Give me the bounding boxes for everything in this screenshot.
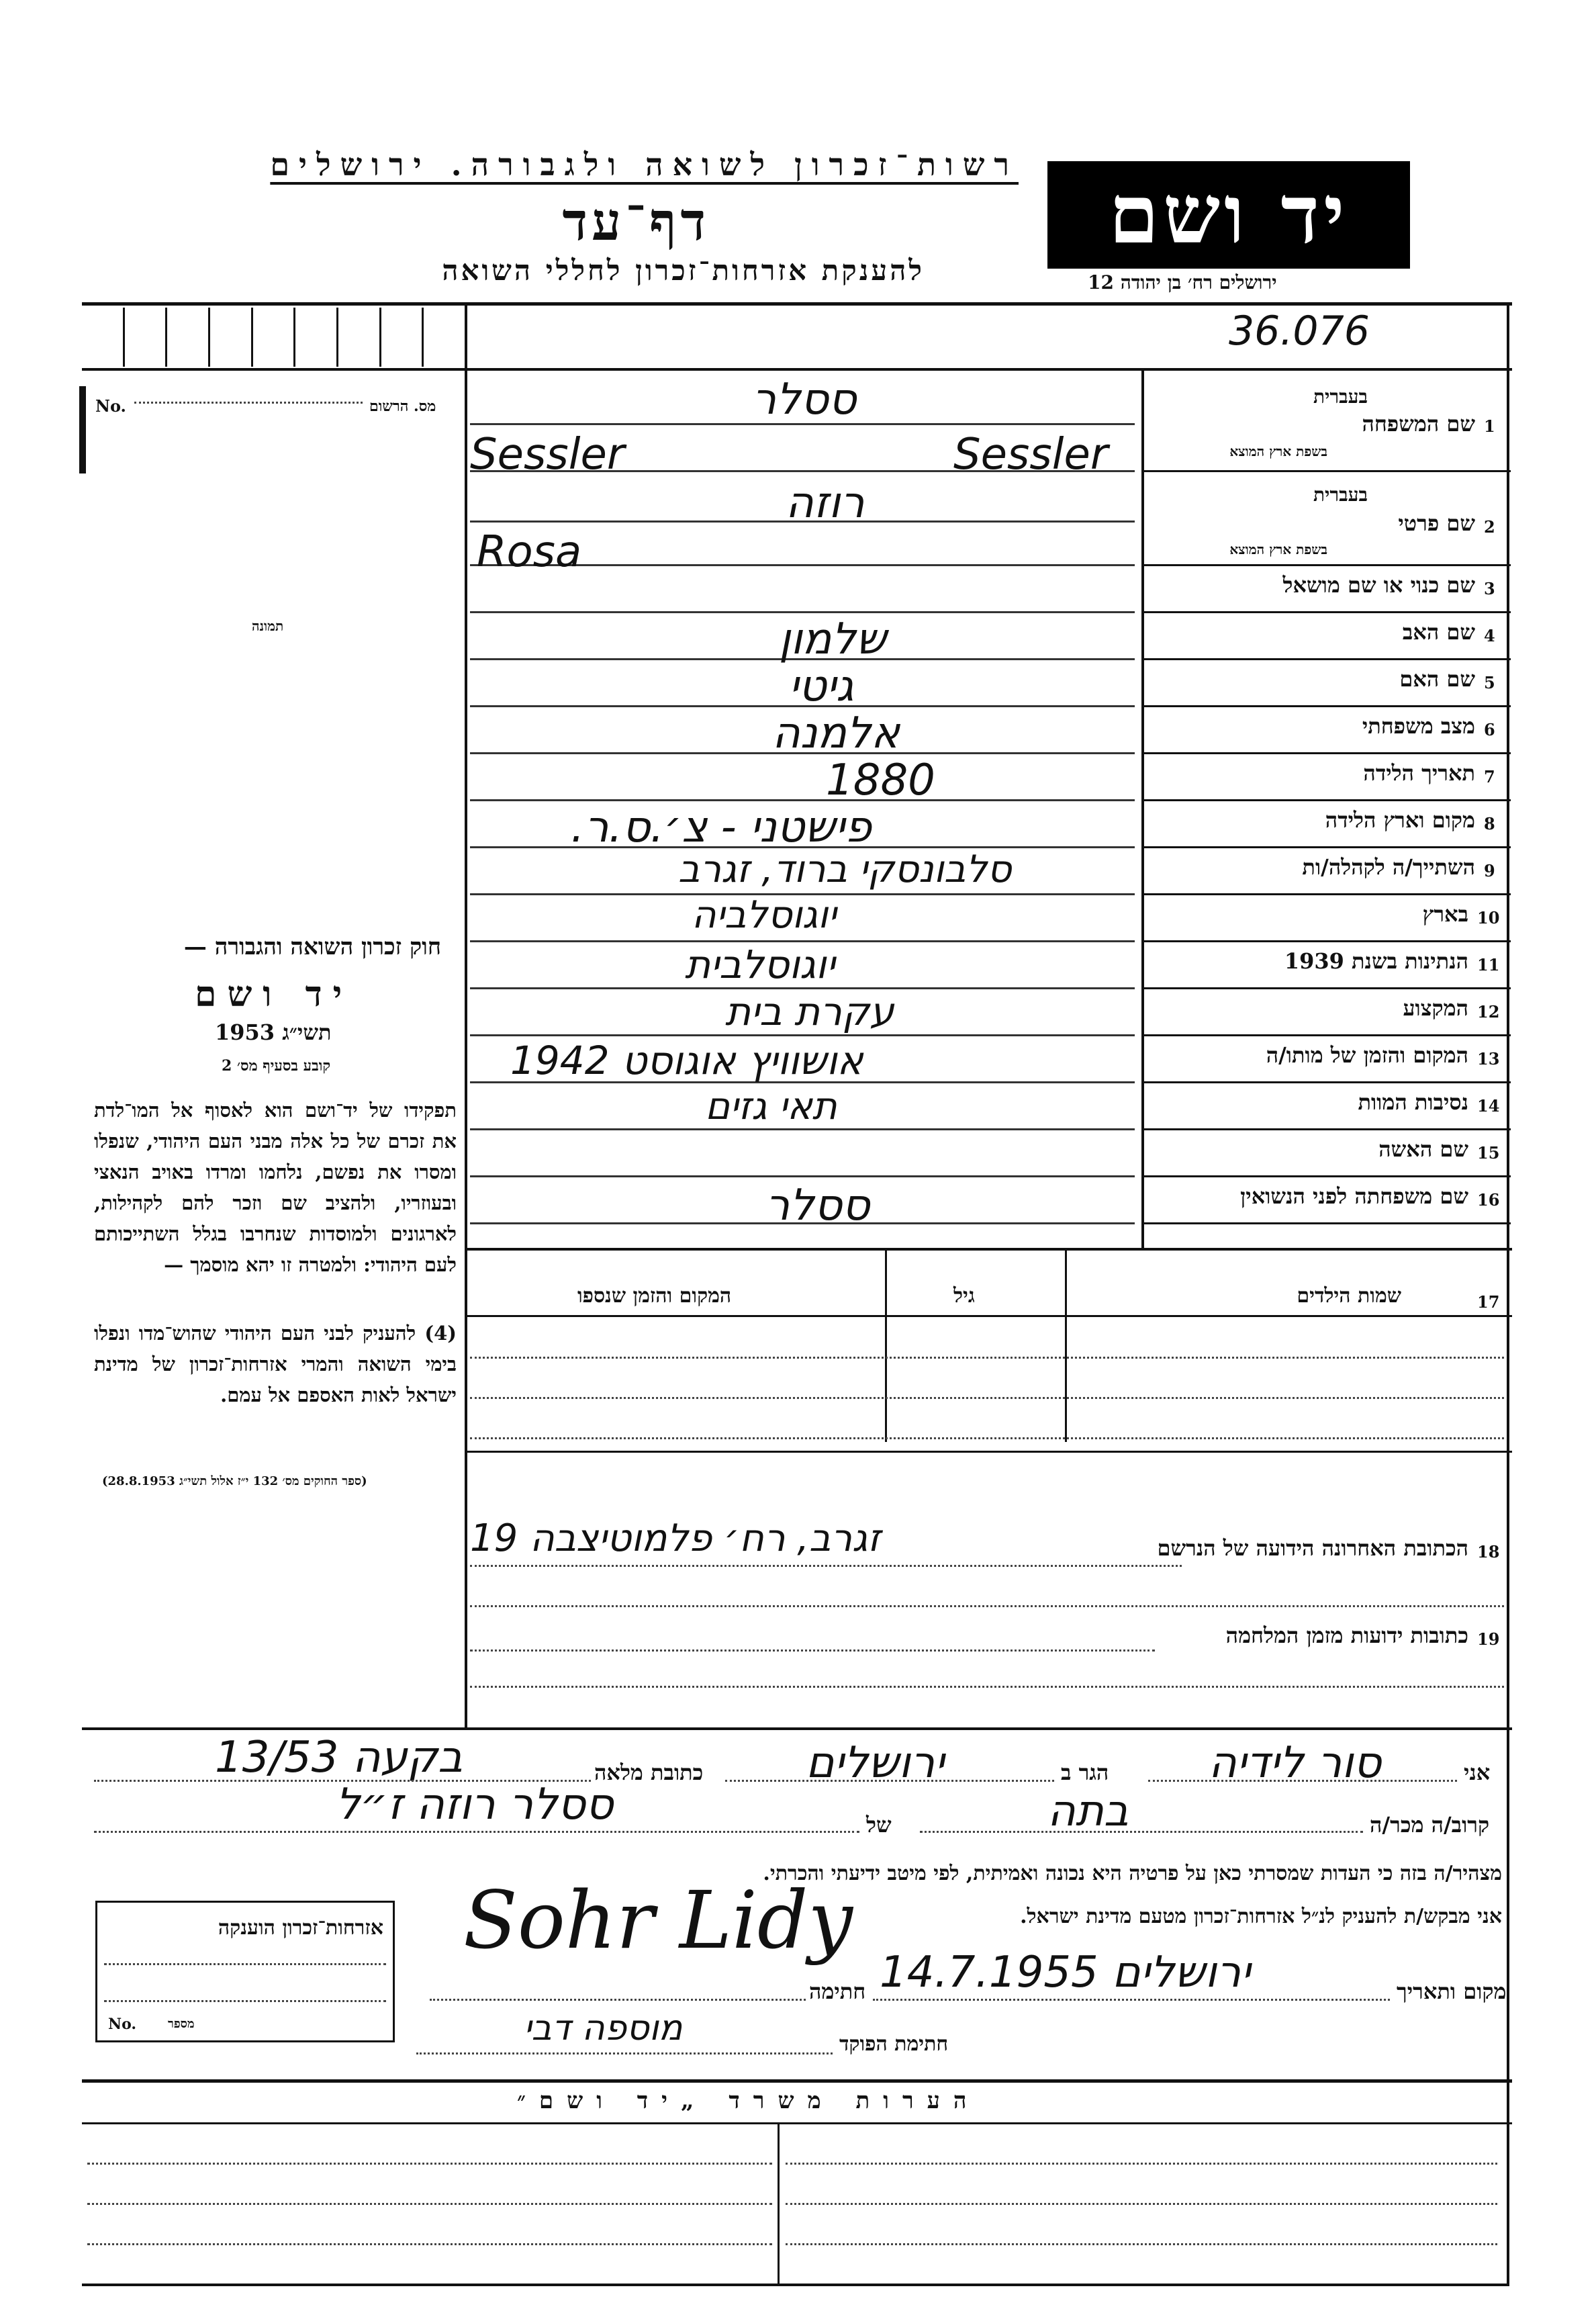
field-1-sub-he: בעברית [1313, 386, 1368, 408]
field-7-label: תאריך הלידה [1363, 760, 1475, 786]
field-13-label: המקום והזמן של מותו/ה [1266, 1042, 1468, 1068]
field-9-label: השתייך/ה לקהלה/ות [1302, 854, 1475, 880]
declarant-lives-label: הגר ב [1061, 1760, 1109, 1785]
field-2-value-he: רוזה [786, 478, 865, 528]
grant-box-no-label: No. [108, 2016, 137, 2033]
declarant-city: ירושלים [806, 1738, 945, 1788]
office-notes-title: הערות משרד „יד ושם״ [517, 2087, 980, 2114]
field-5-value: גיטי [789, 662, 854, 711]
declarant-of-label: של [866, 1812, 892, 1838]
signature: Sohr Lidy [463, 1874, 853, 1967]
field-2-sub-local: בשפת ארץ המוצא [1229, 541, 1327, 557]
field-13-value: אושוויץ אוגוסט 1942 [510, 1038, 863, 1083]
field-15-num: 15 [1477, 1143, 1500, 1163]
field-16-num: 16 [1477, 1190, 1500, 1210]
field-1-value-he: ססלר [752, 375, 857, 424]
registration-no-label-he: מס. הרשום [369, 398, 436, 415]
field-18-num: 18 [1477, 1542, 1500, 1562]
record-number: 36.076 [1229, 308, 1370, 355]
field-11-label: הנתינות בשנת 1939 [1284, 948, 1468, 974]
place-date: ירושלים 14.7.1955 [880, 1948, 1251, 1997]
law-clause: קובע בסעיף מס׳ 2 [222, 1057, 331, 1075]
photo-label: תמונה [252, 618, 284, 634]
field-12-value: עקרת בית [725, 989, 894, 1034]
field-4-num: 4 [1484, 626, 1495, 645]
field-16-label: שם משפחתה לפני הנשואין [1240, 1183, 1468, 1209]
field-18-label: הכתובת האחרונה הידועה של הנרשם [1157, 1535, 1468, 1561]
field-14-num: 14 [1477, 1096, 1500, 1116]
field-16-value: ססלר [765, 1181, 870, 1230]
field-6-value: אלמנה [772, 709, 900, 758]
field-1-value-local-1: Sessler [470, 430, 625, 480]
field-1-label: שם המשפחה [1362, 411, 1475, 437]
registration-no-label: No. [95, 396, 126, 416]
field-5-label: שם האם [1399, 666, 1475, 692]
law-name: יד ושם [195, 974, 353, 1015]
law-paragraph-1: תפקידו של יד־ושם הוא לאסוף אל המו־לדת את זכרם של כל אלה מבני העם היהודי, שנפלו ומסרו את נפשם, נלחמו ומרדו באויב הנאצי ובעוזריו, ולהציב שם וזכר להם לקהילות, לארגונים ולמוסדות שנחרבו בגלל השתייכותם לעם היהודי: ולמטרה זו יהא מוסמך — [94, 1099, 457, 1276]
field-5-num: 5 [1484, 673, 1495, 692]
field-1-sub-local: בשפת ארץ המוצא [1229, 443, 1327, 459]
field-19-num: 19 [1477, 1629, 1500, 1649]
declarant-statement-2: אני מבקש/ת להעניק לנ״ל אזרחות־זכרון מטעם מדינת ישראל. [1020, 1905, 1502, 1928]
field-6-num: 6 [1484, 720, 1495, 739]
field-4-label: שם האב [1402, 619, 1475, 645]
field-11-value: יוגוסלבית [685, 942, 835, 987]
field-8-num: 8 [1484, 814, 1495, 833]
declarant-statement-1: מצהיר/ה בזה כי העדות שמסרתי כאן על פרטיה היא נכונה ואמיתית, לפי מיטב ידיעתי והכרתי. [763, 1862, 1502, 1885]
field-7-value: 1880 [826, 756, 935, 805]
field-6-label: מצב משפחתי [1362, 713, 1475, 739]
field-10-label: בארץ [1422, 901, 1468, 927]
field-1-value-local-2: Sessler [953, 430, 1109, 480]
field-7-num: 7 [1484, 767, 1495, 786]
field-13-num: 13 [1477, 1049, 1500, 1069]
declarant-of-name: ססלר רוזה ז״ל [336, 1780, 614, 1829]
field-9-value: סלבונסקי ברוד, זגרב [678, 848, 1012, 891]
yad-vashem-logo: יד ושם [1047, 161, 1410, 269]
field-8-value: פישטני - צ׳.ס.ר. [571, 803, 872, 852]
declarant-name: סור לידיה [1209, 1738, 1382, 1788]
grant-box-title: אזרחות־זכרון הוענקה [218, 1916, 383, 1940]
field-8-label: מקום וארץ הלידה [1325, 807, 1475, 833]
field-2-sub-he: בעברית [1313, 484, 1368, 506]
field-2-label: שם פרטי [1398, 510, 1475, 536]
field-3-label: שם כנוי או שם מושאל [1282, 572, 1475, 598]
children-col-names: שמות הילדים [1297, 1284, 1401, 1308]
field-3-num: 3 [1484, 579, 1495, 598]
field-10-value: יוגוסלביה [692, 893, 837, 937]
field-19-label: כתובות ידועות מזמן המלחמה [1225, 1623, 1468, 1648]
field-12-label: המקצוע [1403, 995, 1468, 1021]
form-title: דף־עד [562, 191, 710, 253]
field-4-value: שלמון [779, 615, 887, 664]
declarant-address: בקעה 13/53 [215, 1733, 463, 1782]
field-11-num: 11 [1477, 955, 1500, 975]
field-9-num: 9 [1484, 861, 1495, 880]
law-paragraph-2: (4) להעניק לבני העם היהודי שהוש־מדו ונפלו בימי השואה והמרי אזרחות־זכרון של מדינת ישראל לאות האספם אל עמם. [94, 1322, 457, 1406]
field-14-value: תאי גזים [705, 1085, 837, 1128]
children-col-place: המקום והזמן שנספו [577, 1284, 732, 1308]
field-18-value: זגרב, רח׳ פלמוטיצבה 19 [470, 1517, 881, 1560]
law-source: (ספר החוקים מס׳ 132 י״ז אלול תשי״ג 28.8.1953) [102, 1474, 367, 1488]
place-date-label: מקום ותאריך [1397, 1979, 1507, 2004]
officer-label: חתימת הפוקד [839, 2032, 949, 2056]
registration-boxes [82, 308, 465, 367]
field-12-num: 12 [1477, 1002, 1500, 1022]
form-subtitle: להענקת אזרחות־זכרון לחללי השואה [442, 254, 925, 287]
declarant-relative-label: קרוב/ה מכר/ה [1370, 1812, 1490, 1838]
declarant-relation: בתה [1047, 1787, 1129, 1836]
field-1-num: 1 [1484, 416, 1495, 436]
field-2-num: 2 [1484, 517, 1495, 537]
children-num: 17 [1477, 1292, 1500, 1312]
field-14-label: נסיבות המוות [1358, 1089, 1468, 1115]
law-year: תשי״ג 1953 [215, 1020, 332, 1045]
signature-label: חתימה [809, 1979, 866, 2004]
declarant-i-label: אני [1464, 1760, 1491, 1785]
logo-address: ירושלים רח׳ בן יהודה 12 [1088, 271, 1277, 293]
grant-box [95, 1901, 395, 2042]
law-title: חוק זכרון השואה והגבורה — [183, 934, 441, 960]
field-2-value-local: Rosa [477, 527, 582, 577]
field-15-label: שם האשה [1378, 1136, 1468, 1162]
children-col-age: גיל [953, 1284, 975, 1308]
field-10-num: 10 [1477, 908, 1500, 928]
officer-signature: מוספה דבי [524, 2008, 683, 2048]
grant-box-no-label-he: מספר [168, 2017, 195, 2031]
declarant-address-label: כתובת מלאה [594, 1760, 704, 1785]
org-name: רשות־זכרון לשואה ולגבורה. ירושלים [270, 146, 1019, 183]
